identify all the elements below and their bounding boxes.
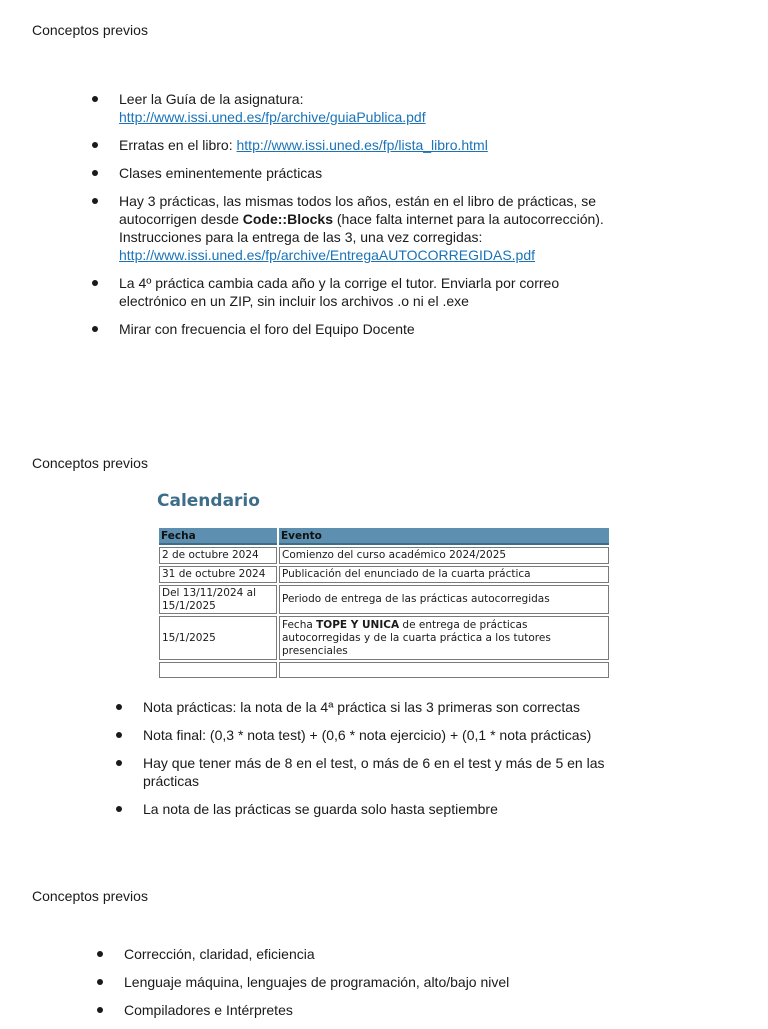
guia-link[interactable]: http://www.issi.uned.es/fp/archive/guiaPublica.pdf [119,109,426,125]
list-item: Lenguaje máquina, lenguajes de programación, alto/bajo nivel [97,973,657,991]
table-row [159,662,609,678]
table-row [159,616,609,660]
column-header: Fecha [159,528,277,545]
list-item: Clases eminentemente prácticas [92,164,612,182]
evento-cell: Comienzo del curso académico 2024/2025 [279,547,609,564]
list-item: Compiladores e Intérpretes [97,1001,657,1019]
evento-cell: Publicación del enunciado de la cuarta práctica [279,566,609,583]
section-heading: Conceptos previos [32,22,148,38]
table-header-row [159,528,609,545]
calendar-table [157,526,611,680]
list-item: Nota prácticas: la nota de la 4ª práctica si las 3 primeras son correctas [116,698,636,716]
fecha-cell: 31 de octubre 2024 [159,566,277,583]
table-row [159,547,609,564]
list-item: Erratas en el libro: http://www.issi.uned.es/fp/lista_libro.html [92,136,612,154]
table-row [159,566,609,583]
calendar-title: Calendario [157,491,260,511]
codeblocks-bold: Code::Blocks [242,211,333,227]
bullet-list [97,945,657,1029]
list-item: Nota final: (0,3 * nota test) + (0,6 * nota ejercicio) + (0,1 * nota prácticas) [116,726,636,744]
bullet-list [92,90,612,348]
fecha-cell: 2 de octubre 2024 [159,547,277,564]
evento-cell: Periodo de entrega de las prácticas autocorregidas [279,585,609,614]
fecha-cell [159,662,277,678]
list-item: La nota de las prácticas se guarda solo hasta septiembre [116,800,636,818]
evento-cell: Fecha TOPE Y UNICA de entrega de prácticas autocorregidas y de la cuarta práctica a los tutores presenciales [279,616,609,660]
list-item: Corrección, claridad, eficiencia [97,945,657,963]
entrega-link[interactable]: http://www.issi.uned.es/fp/archive/EntregaAUTOCORREGIDAS.pdf [119,247,536,263]
list-item: La 4º práctica cambia cada año y la corrige el tutor. Enviarla por correo electrónico en un ZIP, sin incluir los archivos .o ni el .exe [92,274,612,310]
list-item: Hay 3 prácticas, las mismas todos los años, están en el libro de prácticas, se autocorrigen desde Code::Blocks (hace falta internet para la autocorrección). Instrucciones para la entrega de las 3, una vez corregidas: http://www.issi.uned.es/fp/archive/EntregaAUTOCORREGIDAS.pdf [92,192,612,264]
list-item: Hay que tener más de 8 en el test, o más de 6 en el test y más de 5 en las prácticas [116,754,636,790]
section-heading: Conceptos previos [32,455,148,471]
bullet-list [116,698,636,828]
list-item: Mirar con frecuencia el foro del Equipo Docente [92,320,612,338]
column-header: Evento [279,528,609,545]
evento-cell [279,662,609,678]
fecha-cell: Del 13/11/2024 al 15/1/2025 [159,585,277,614]
table-row [159,585,609,614]
fecha-cell: 15/1/2025 [159,616,277,660]
list-item: Leer la Guía de la asignatura: http://www.issi.uned.es/fp/archive/guiaPublica.pdf [92,90,612,126]
erratas-link[interactable]: http://www.issi.uned.es/fp/lista_libro.html [236,137,488,153]
section-heading: Conceptos previos [32,888,148,904]
